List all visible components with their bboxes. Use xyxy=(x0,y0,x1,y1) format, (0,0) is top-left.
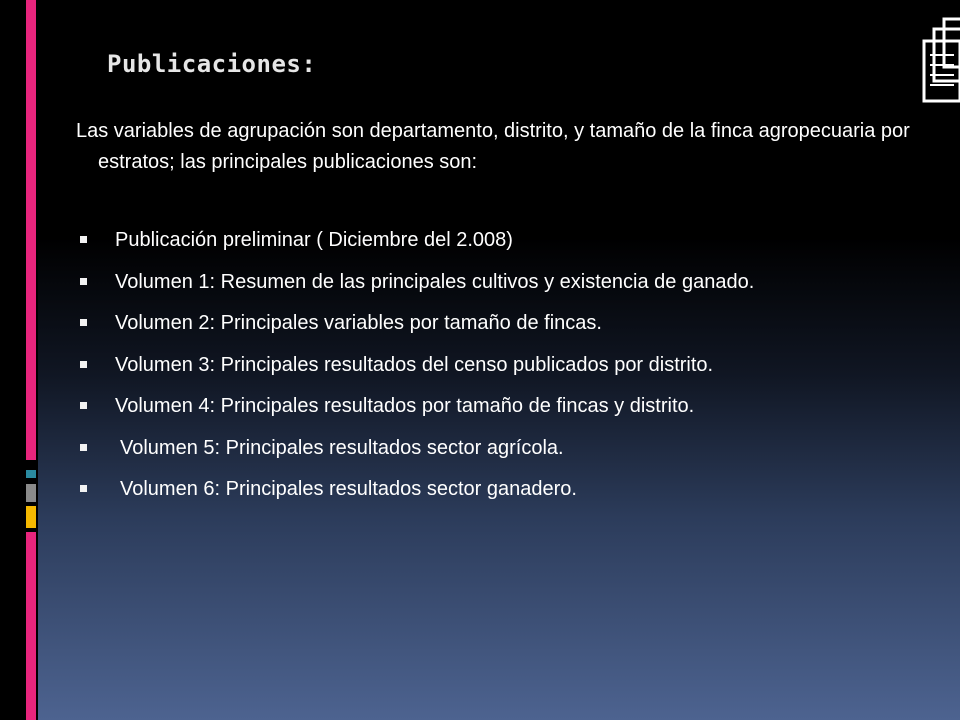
list-item-text: Publicación preliminar ( Diciembre del 2.008) xyxy=(115,229,513,251)
accent-stripe-pink-lower xyxy=(26,532,36,720)
list-item xyxy=(76,226,936,268)
accent-stripe-yellow xyxy=(26,506,36,528)
accent-stripe-pink xyxy=(26,0,36,460)
list-item-text: Volumen 1: Resumen de las principales cultivos y existencia de ganado. xyxy=(115,270,755,293)
list-item xyxy=(76,392,936,434)
square-bullet-icon xyxy=(80,236,87,243)
list-item-text: Volumen 4: Principales resultados por tamaño de fincas y distrito. xyxy=(115,395,695,417)
list-item xyxy=(76,268,936,310)
accent-stripe-teal xyxy=(26,470,36,478)
list-item xyxy=(76,351,936,393)
list-item-text: Volumen 5: Principales resultados sector agrícola. xyxy=(120,436,564,459)
square-bullet-icon xyxy=(80,319,87,326)
square-bullet-icon xyxy=(80,361,87,368)
square-bullet-icon xyxy=(80,402,87,409)
list-item-text: Volumen 6: Principales resultados sector ganadero. xyxy=(120,478,577,500)
list-item xyxy=(76,309,936,351)
intro-paragraph: Las variables de agrupación son departamento, distrito, y tamaño de la finca agropecuaria por estratos; las principales publicaciones son: xyxy=(76,120,910,173)
square-bullet-icon xyxy=(80,278,87,285)
stacked-windows-icon xyxy=(918,15,960,107)
square-bullet-icon xyxy=(80,444,87,451)
left-accent-bar xyxy=(0,0,38,720)
list-item-text: Volumen 3: Principales resultados del censo publicados por distrito. xyxy=(115,353,714,376)
list-item xyxy=(76,434,936,476)
slide-title: Publicaciones: xyxy=(107,50,317,78)
list-item-text: Volumen 2: Principales variables por tamaño de fincas. xyxy=(115,312,602,334)
accent-stripe-gray xyxy=(26,484,36,502)
list-item xyxy=(76,475,936,517)
square-bullet-icon xyxy=(80,485,87,492)
publication-list xyxy=(76,226,936,517)
